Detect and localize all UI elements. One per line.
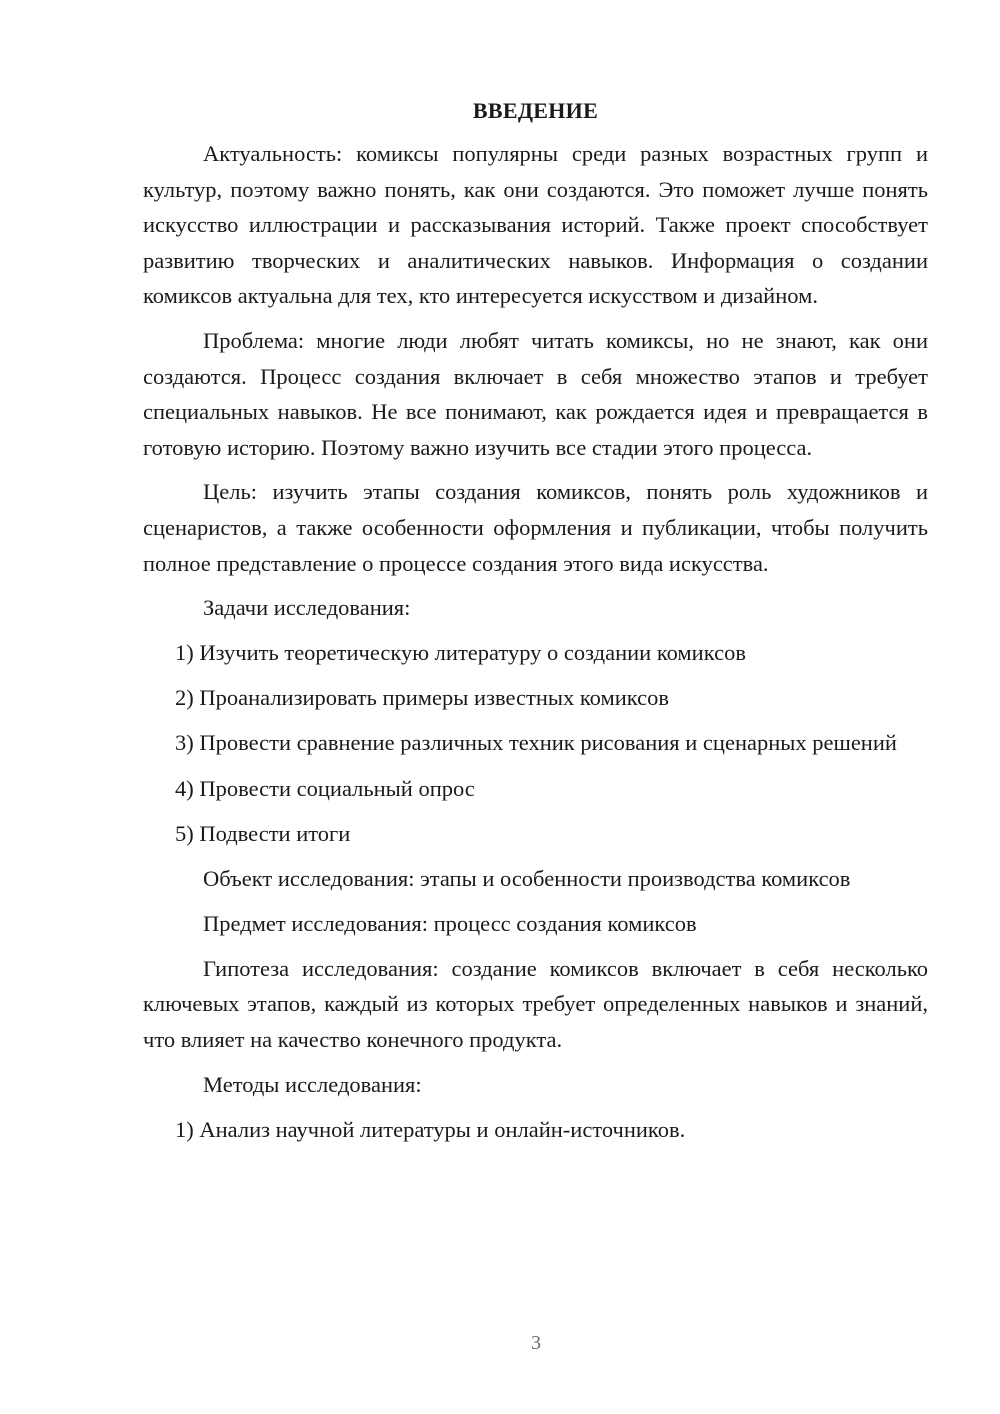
relevance-paragraph: Актуальность: комиксы популярны среди разных возрастных групп и культур, поэтому важно понять, как они создаются. Это поможет лучше понять искусство иллюстрации и рассказывания историй. Также проект способствует развитию творческих и аналитических навыков. Информация о создании комиксов актуальна для тех, кто интересуется искусством и дизайном. (143, 141, 928, 309)
task-item-3: 3) Провести сравнение различных техник рисования и сценарных решений (175, 730, 897, 756)
problem-paragraph: Проблема: многие люди любят читать комиксы, но не знают, как они создаются. Процесс создания включает в себя множество этапов и требует специальных навыков. Не все понимают, как рождается идея и превращается в готовую историю. Поэтому важно изучить все стадии этого процесса. (143, 327, 928, 460)
task-item-4: 4) Провести социальный опрос (175, 775, 475, 801)
goal-paragraph: Цель: изучить этапы создания комиксов, понять роль художников и сценаристов, а также особенности оформления и публикации, чтобы получить полное представление о процессе создания этого вида искусства. (143, 479, 928, 576)
task-item-5: 5) Подвести итоги (175, 820, 351, 846)
methods-heading: Методы исследования: (203, 1071, 422, 1097)
subject-line: Предмет исследования: процесс создания комиксов (203, 910, 697, 936)
page-number: 3 (531, 1332, 541, 1354)
document-body (143, 94, 928, 1157)
task-item-2: 2) Проанализировать примеры известных комиксов (175, 685, 669, 711)
task-item-1: 1) Изучить теоретическую литературу о создании комиксов (175, 640, 746, 666)
hypothesis-paragraph: Гипотеза исследования: создание комиксов включает в себя несколько ключевых этапов, каждый из которых требует определенных навыков и знаний, что влияет на качество конечного продукта. (143, 955, 928, 1053)
tasks-heading: Задачи исследования: (203, 595, 411, 621)
section-title: ВВЕДЕНИЕ (472, 98, 599, 123)
object-line: Объект исследования: этапы и особенности производства комиксов (203, 865, 851, 891)
method-item-1: 1) Анализ научной литературы и онлайн-источников. (175, 1116, 686, 1142)
